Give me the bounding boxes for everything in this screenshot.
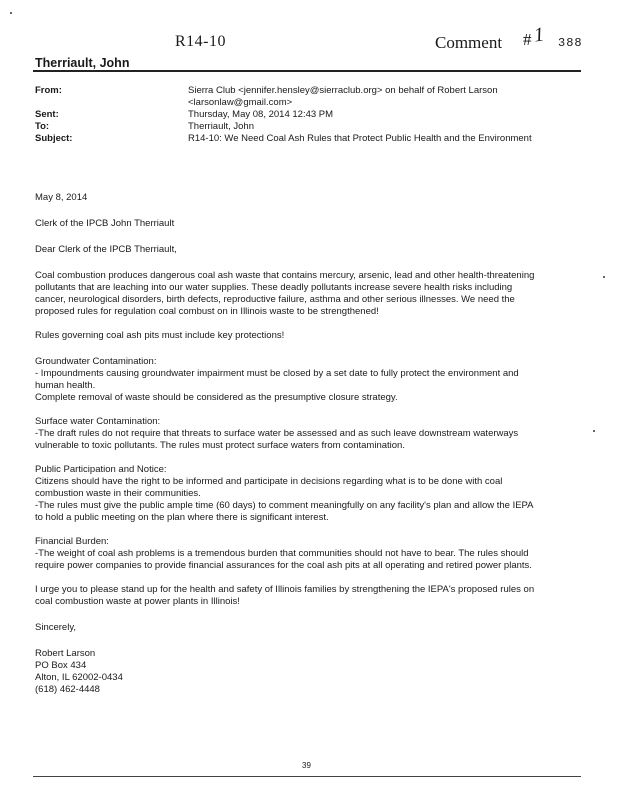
surface-water-section xyxy=(35,416,580,452)
header-label-to: To: xyxy=(35,121,50,132)
intro-line: proposed rules for regulation coal combust on in Illinois waste to be strengthened! xyxy=(35,306,379,317)
header-label-sent: Sent: xyxy=(35,109,59,120)
header-label-from: From: xyxy=(35,85,62,96)
closing-line: coal combustion waste at power plants in Illinois! xyxy=(35,596,240,607)
intro-line: cancer, neurological disorders, birth defects, reproductive failure, asthma and other serious illnesses. We need the xyxy=(35,294,515,305)
section-line: Citizens should have the right to be informed and participate in decisions regarding what is to be done with coal xyxy=(35,476,503,487)
intro-line: pollutants that are leaching into our water supplies. These deadly pollutants increase severe health risks including xyxy=(35,282,513,293)
intro-line: Coal combustion produces dangerous coal ash waste that contains mercury, arsenic, lead and other health-threatening xyxy=(35,270,535,281)
comment-hash: # xyxy=(523,30,532,49)
section-heading: Groundwater Contamination: xyxy=(35,356,157,367)
section-line: -The weight of coal ash problems is a tremendous burden that communities should not have to bear. The rules should xyxy=(35,548,529,559)
header-row-sent xyxy=(35,109,595,121)
mailbox-owner: Therriault, John xyxy=(35,56,130,70)
section-heading: Financial Burden: xyxy=(35,536,109,547)
comment-label: Comment xyxy=(435,33,503,52)
email-body xyxy=(35,192,580,696)
scan-speck xyxy=(10,12,12,14)
signature-address: PO Box 434 xyxy=(35,660,87,671)
email-headers xyxy=(35,85,595,145)
from-line-1: Sierra Club <jennifer.hensley@sierraclub.org> on behalf of Robert Larson xyxy=(188,85,498,96)
from-line-2: <larsonlaw@gmail.com> xyxy=(188,97,293,108)
header-value-sent: Thursday, May 08, 2014 12:43 PM xyxy=(188,109,334,120)
section-line: - Impoundments causing groundwater impairment must be closed by a set date to fully protect the environment and xyxy=(35,368,519,379)
public-participation-section xyxy=(35,464,580,524)
scan-speck xyxy=(603,276,605,278)
section-line: -The rules must give the public ample time (60 days) to comment meaningfully on any facility's plan and allow the IEPA xyxy=(35,500,534,511)
page-number: 39 xyxy=(302,761,311,770)
intro-paragraph xyxy=(35,270,580,318)
handwritten-comment-number: 1 xyxy=(532,23,546,47)
scan-speck xyxy=(593,430,595,432)
header-row-to xyxy=(35,121,595,133)
docket-number: R14-10 xyxy=(175,33,226,50)
section-heading: Public Participation and Notice: xyxy=(35,464,167,475)
signature-block xyxy=(35,648,580,696)
closing-line: I urge you to please stand up for the health and safety of Illinois families by strengthening the IEPA's proposed rules on xyxy=(35,584,535,595)
signature-city: Alton, IL 62002-0434 xyxy=(35,672,123,683)
section-line: require power companies to provide financial assurances for the coal ash pits at all operating and retired power plants. xyxy=(35,560,532,571)
footer-divider xyxy=(33,776,581,777)
header-value-subject: R14-10: We Need Coal Ash Rules that Protect Public Health and the Environment xyxy=(188,133,532,144)
signature-phone: (618) 462-4448 xyxy=(35,684,100,695)
section-line: to hold a public meeting on the plan where there is significant interest. xyxy=(35,512,329,523)
stamped-page-number: 388 xyxy=(558,36,583,50)
financial-burden-section xyxy=(35,536,580,572)
header-value-from xyxy=(188,85,595,109)
letter-salutation: Dear Clerk of the IPCB Therriault, xyxy=(35,244,177,255)
letter-date: May 8, 2014 xyxy=(35,192,88,203)
section-line: human health. xyxy=(35,380,96,391)
section-line: combustion waste in their communities. xyxy=(35,488,201,499)
letter-addressee: Clerk of the IPCB John Therriault xyxy=(35,218,175,229)
section-line: Complete removal of waste should be considered as the presumptive closure strategy. xyxy=(35,392,398,403)
header-value-to: Therriault, John xyxy=(188,121,255,132)
closing-paragraph xyxy=(35,584,580,608)
section-line: -The draft rules do not require that threats to surface water be assessed and as such leave downstream waterways xyxy=(35,428,519,439)
header-label-subject: Subject: xyxy=(35,133,73,144)
key-protections-line: Rules governing coal ash pits must include key protections! xyxy=(35,330,285,341)
signature-name: Robert Larson xyxy=(35,648,96,659)
header-row-subject xyxy=(35,133,595,145)
signoff: Sincerely, xyxy=(35,622,77,633)
header-divider xyxy=(33,70,581,72)
section-heading: Surface water Contamination: xyxy=(35,416,161,427)
header-row-from xyxy=(35,85,595,109)
section-line: vulnerable to toxic pollutants. The rules must protect surface waters from contamination. xyxy=(35,440,405,451)
groundwater-section xyxy=(35,356,580,404)
